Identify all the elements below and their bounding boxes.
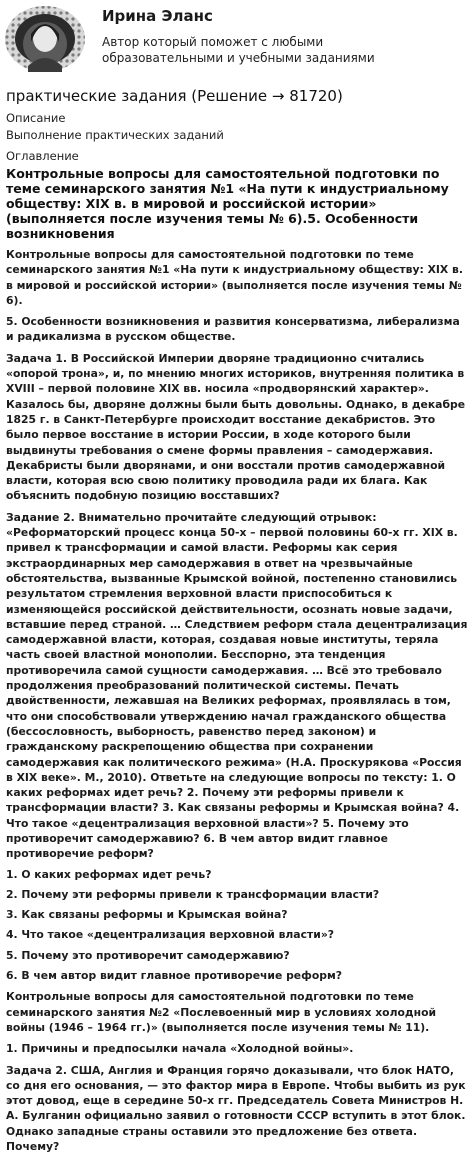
document-body [0,86,474,1154]
toc-label: Оглавление [6,149,79,163]
avatar-image [4,4,86,74]
question-item: 4. Что такое «децентрализация верховной власти»? [6,928,335,942]
question-item: 3. Как связаны реформы и Крымская война? [6,908,288,922]
paragraph: Задача 1. В Российской Империи дворяне традиционно считались «опорой трона», и, по мнению многих историков, внутренняя политика в XVIII – первой половине XIX вв. носила «продворянский характер». Казалось бы, дворяне должны были быть довольны. Однако, в декабре 1825 г. в Санкт-Петербурге происходит восстание декабристов. Это было первое восстание в истории России, в ходе которого были выдвинуты требования о смене формы правления – самодержавия. Декабристы были дворянами, и они восстали против самодержавной власти, которая всю свою политику проводила ради их блага. Как объяснить подобную позицию восставших? [6,351,466,503]
paragraph: 1. Причины и предпосылки начала «Холодной войны». [6,1042,354,1056]
paragraph: Контрольные вопросы для самостоятельной подготовки по теме семинарского занятия №2 «Послевоенный мир в условиях холодной войны (1946 – 1964 гг.)» (выполняется после изучения темы № 11). [6,990,437,1034]
question-item: 6. В чем автор видит главное противоречие реформ? [6,969,343,983]
question-item: 1. О каких реформах идет речь? [6,867,212,881]
paragraph: Контрольные вопросы для самостоятельной подготовки по теме семинарского занятия №1 «На пути к индустриальному обществу: XIX в. в мировой и российской истории» (выполняется после изучения темы № 6). [6,248,463,307]
author-info [102,4,442,66]
document-title: практические задания (Решение → 81720) [6,87,343,105]
description-text: Выполнение практических заданий [6,128,224,142]
author-header [0,0,474,80]
question-item: 5. Почему это противоречит самодержавию? [6,948,290,962]
author-description: Автор который поможет с любыми образовательными и учебными заданиями [102,35,375,65]
question-item: 2. Почему эти реформы привели к трансформации власти? [6,887,380,901]
author-portrait-icon[interactable] [4,4,86,74]
document-heading: Контрольные вопросы для самостоятельной подготовки по теме семинарского занятия №1 «На пути к индустриальному обществу: XIX в. в мировой и российской истории» (выполняется после изучения темы № 6).5. Особенности возникновения [6,166,449,241]
paragraph: Задача 2. США, Англия и Франция горячо доказывали, что блок НАТО, со дня его основания, — это фактор мира в Европе. Чтобы выбить из рук этот довод, еще в середине 50-х гг. Председатель Совета Министров Н. А. Булганин официально заявил о готовности СССР вступить в этот блок. Однако западные страны оставили это предложение без ответа. Почему? [6,1063,466,1154]
description-label: Описание [6,111,66,125]
paragraph: Задание 2. Внимательно прочитайте следующий отрывок: «Реформаторский процесс конца 50-х – первой половины 60-х гг. XIX в. привел к трансформации и самой власти. Реформы как серия экстраординарных мер самодержавия в ответ на чрезвычайные обстоятельства, вызванные Крымской войной, постепенно становились результатом стремления верховной власти приспособиться к изменяющейся российской действительности, осознать новые задачи, вставшие перед страной. … Следствием реформ стала децентрализация самодержавной власти, которая, создавая новые институты, теряла часть своей властной монополии. Бесспорно, эта тенденция противоречила самой сущности самодержавия. … Всё это требовало продолжения преобразований политической системы. Печать двойственности, лежавшая на Великих реформах, проявлялась в том, что они способствовали утверждению начал гражданского общества (бессословность, выборность, равенство перед законом) и гражданскому раскрепощению общества при сохранении самодержавия как политического режима» (Н.А. Проскурякова «Россия в XIX веке». М., 2010). Ответьте на следующие вопросы по тексту: 1. О каких реформах идет речь? 2. Почему эти реформы привели к трансформации власти? 3. Как связаны реформы и Крымская война? 4. Что такое «децентрализация верховной власти»? 5. Почему это противоречит самодержавию? 6. В чем автор видит главное противоречие реформ? [6,510,468,861]
author-name[interactable]: Ирина Эланс [102,7,213,25]
paragraph: 5. Особенности возникновения и развития консерватизма, либерализма и радикализма в русском обществе. [6,315,460,344]
